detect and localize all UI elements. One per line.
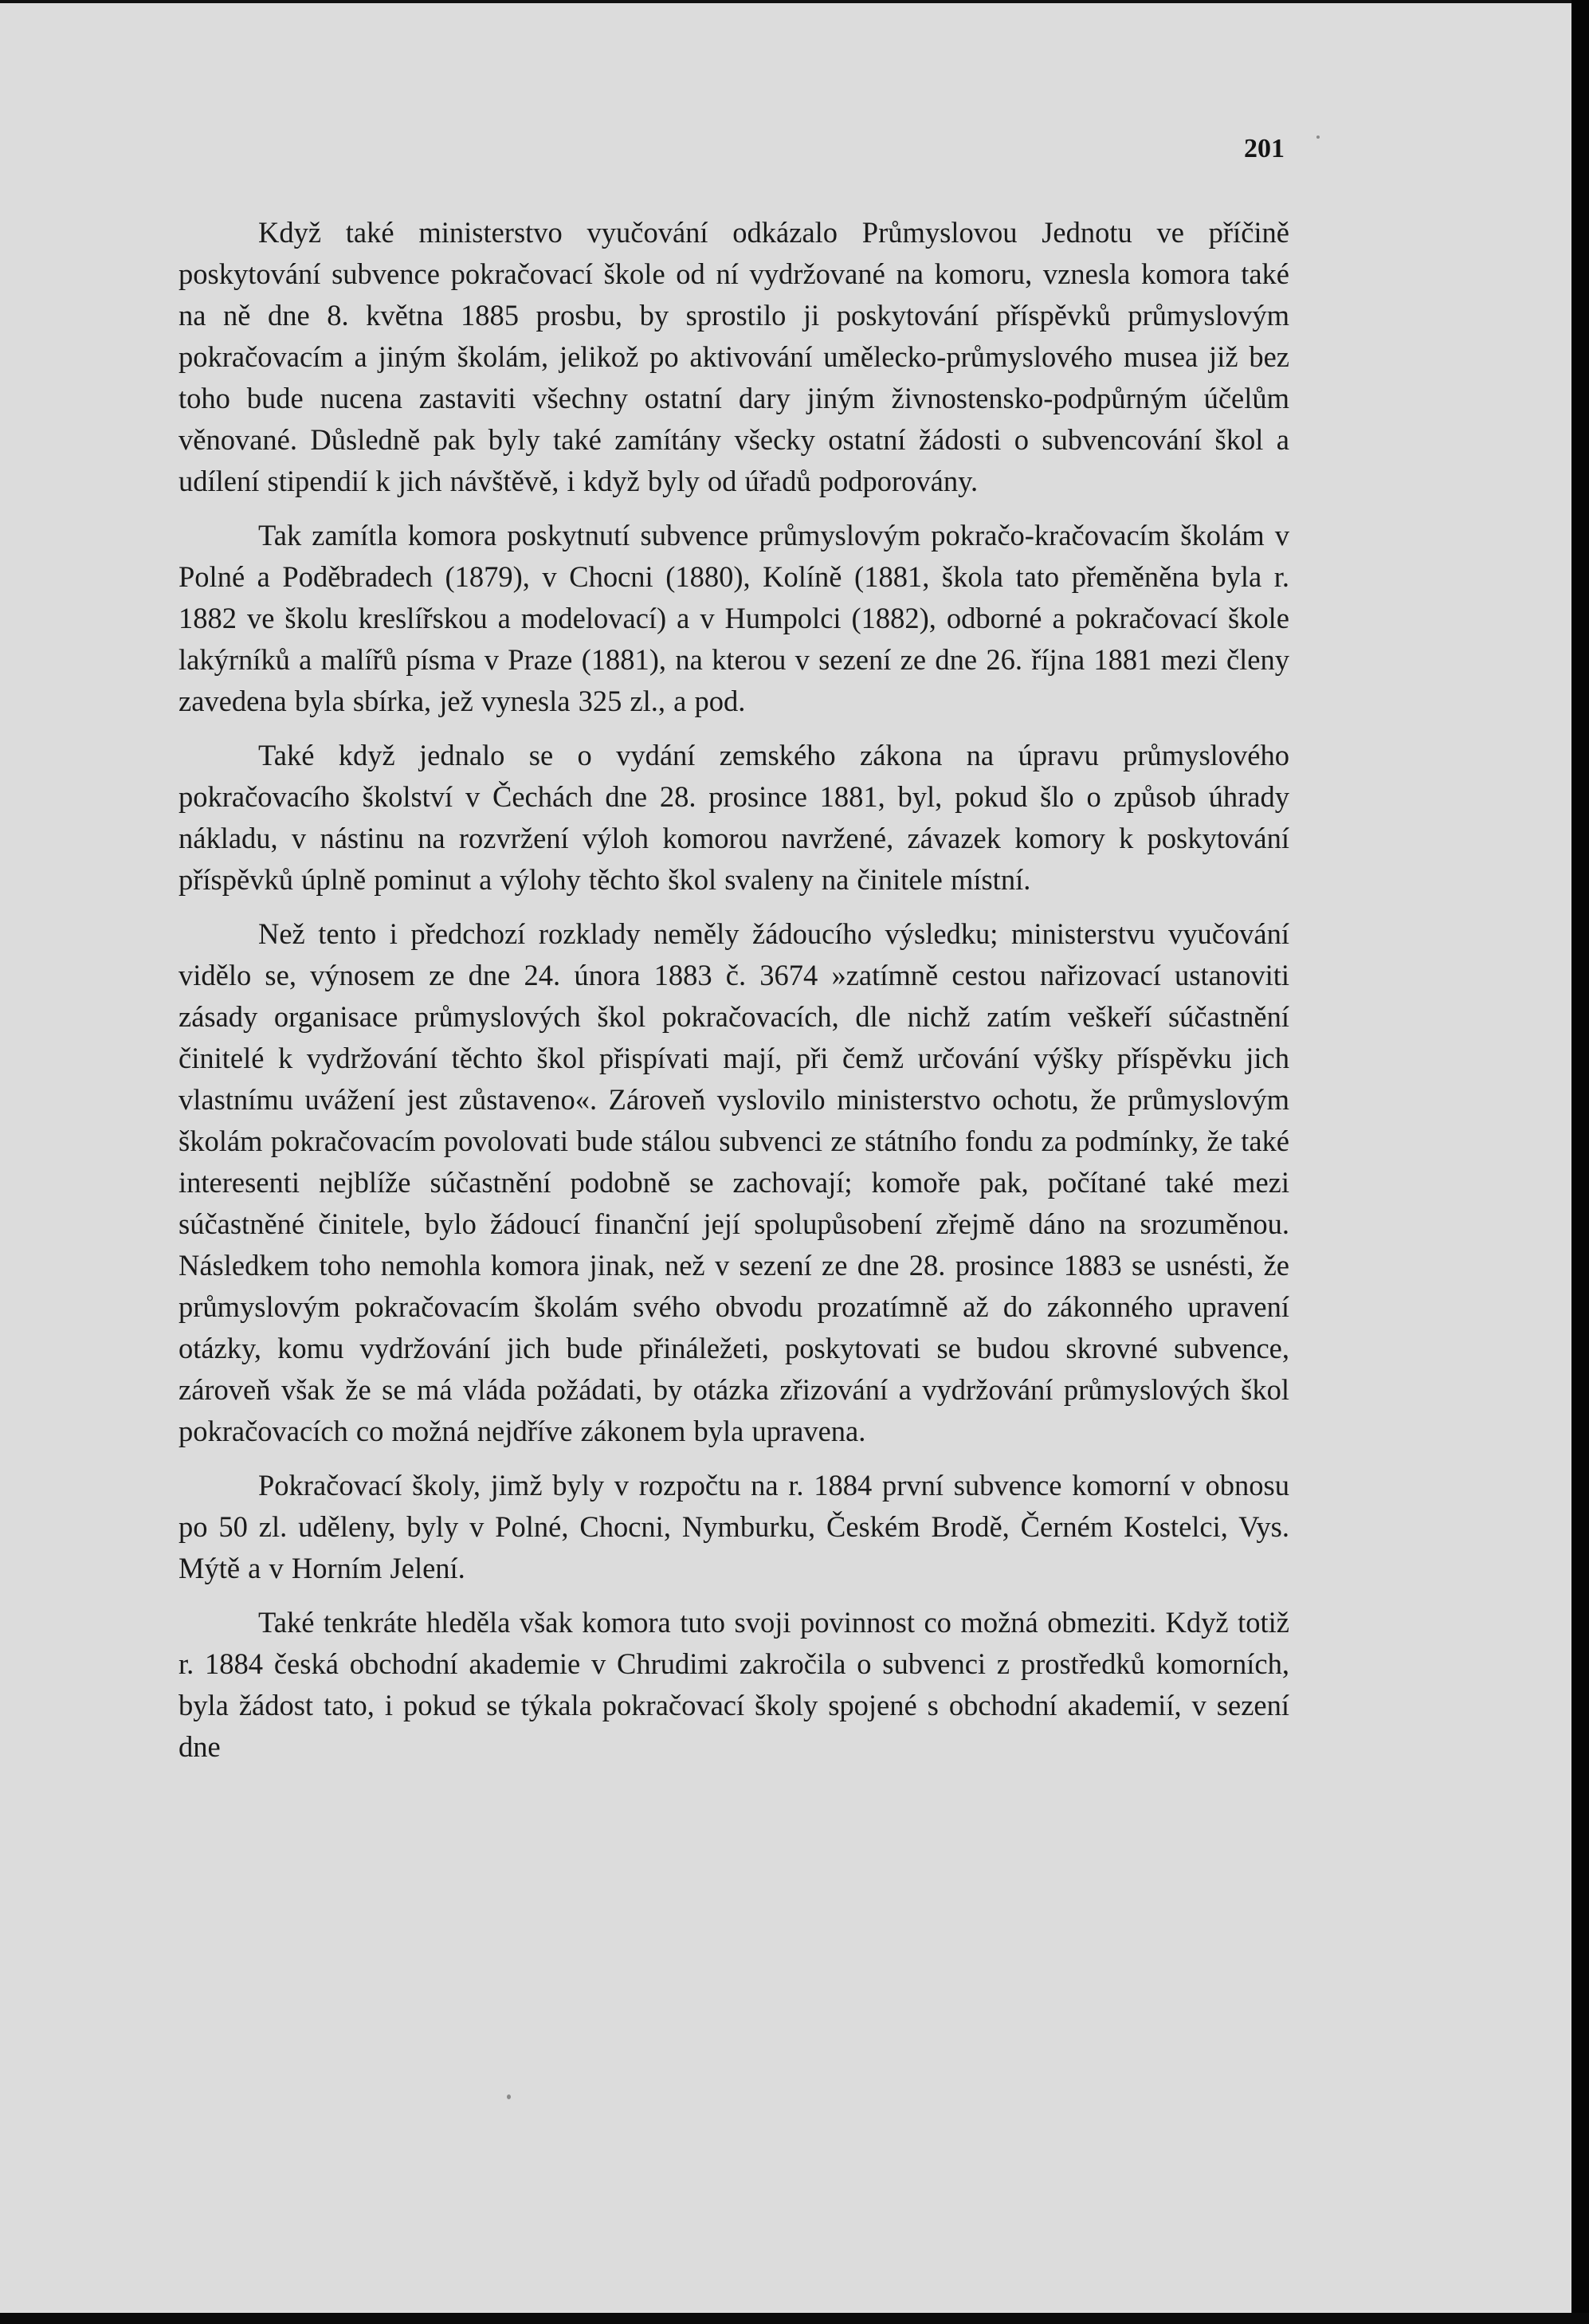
scan-right-edge <box>1571 0 1589 2324</box>
paragraph: Také tenkráte hleděla však komora tuto svoji povinnost co možná obmeziti. Když totiž r. 1884 česká obchodní akademie v Chrudimi zakročila o subvenci z prostředků komorních, byla žádost tato, i pokud se týkala pokračovací školy spojené s obchodní akademií, v sezení dne <box>179 1606 1289 1763</box>
scan-top-edge <box>0 0 1589 3</box>
paragraph: Než tento i předchozí rozklady neměly žádoucího výsledku; ministerstvu vyučování vidělo se, výnosem ze dne 24. února 1883 č. 3674 »zatímně cestou nařizovací ustanoviti zásady organisace průmyslových škol pokračovacích, dle nichž zatím veškeří súčastnění činitelé k vydržování těchto škol přispívati mají, při čemž určování výšky příspěvku jich vlastnímu uvážení jest zůstaveno«. Zároveň vyslovilo ministerstvo ochotu, že průmyslovým školám pokračovacím povolovati bude stálou subvenci ze státního fondu za podmínky, že také interesenti nejblíže súčastnění podobně se zachovají; komoře pak, počítané také mezi súčastněné činitele, bylo žádoucí finanční její spolupůsobení zřejmě dáno na srozuměnou. Následkem toho nemohla komora jinak, než v sezení ze dne 28. prosince 1883 se usnésti, že průmyslovým pokračovacím školám svého obvodu prozatímně až do zákonného upravení otázky, komu vydržování jich bude přináležeti, poskytovati se budou skrovné subvence, zároveň však že se má vláda požádati, by otázka zřizování a vydržování průmyslových škol pokračovacích co možná nejdříve zákonem byla upravena. <box>179 917 1289 1447</box>
page-number: 201 <box>1244 134 1285 163</box>
body-text <box>179 212 1289 1780</box>
scan-speck <box>1316 135 1320 139</box>
scan-speck <box>507 2094 511 2099</box>
paragraph: Pokračovací školy, jimž byly v rozpočtu na r. 1884 první subvence komorní v obnosu po 50 zl. uděleny, byly v Polné, Chocni, Nymburku, Českém Brodě, Černém Kostelci, Vys. Mýtě a v Horním Jelení. <box>179 1469 1289 1584</box>
paragraph: Také když jednalo se o vydání zemského zákona na úpravu průmyslového pokračovacího školství v Čechách dne 28. prosince 1881, byl, pokud šlo o způsob úhrady nákladu, v nástinu na rozvržení výloh komorou navržené, závazek komory k poskytování příspěvků úplně pominut a výlohy těchto škol svaleny na činitele místní. <box>179 739 1289 896</box>
paragraph: Tak zamítla komora poskytnutí subvence průmyslovým pokračo-kračovacím školám v Polné a Poděbradech (1879), v Chocni (1880), Kolíně (1881, škola tato přeměněna byla r. 1882 ve školu kreslířskou a modelovací) a v Humpolci (1882), odborné a pokračovací škole lakýrníků a malířů písma v Praze (1881), na kterou v sezení ze dne 26. října 1881 mezi členy zavedena byla sbírka, jež vynesla 325 zl., a pod. <box>179 519 1289 717</box>
scan-bottom-edge <box>0 2313 1589 2324</box>
paragraph: Když také ministerstvo vyučování odkázalo Průmyslovou Jednotu ve příčině poskytování subvence pokračovací škole od ní vydržované na komoru, vznesla komora také na ně dne 8. května 1885 prosbu, by sprostilo ji poskytování příspěvků průmyslovým pokračovacím a jiným školám, jelikož po aktivování umělecko-průmyslového musea již bez toho bude nucena zastaviti všechny ostatní dary jiným živnostensko-podpůrným účelům věnované. Důsledně pak byly také zamítány všecky ostatní žádosti o subvencování škol a udílení stipendií k jich návštěvě, i když byly od úřadů podporovány. <box>179 216 1289 497</box>
